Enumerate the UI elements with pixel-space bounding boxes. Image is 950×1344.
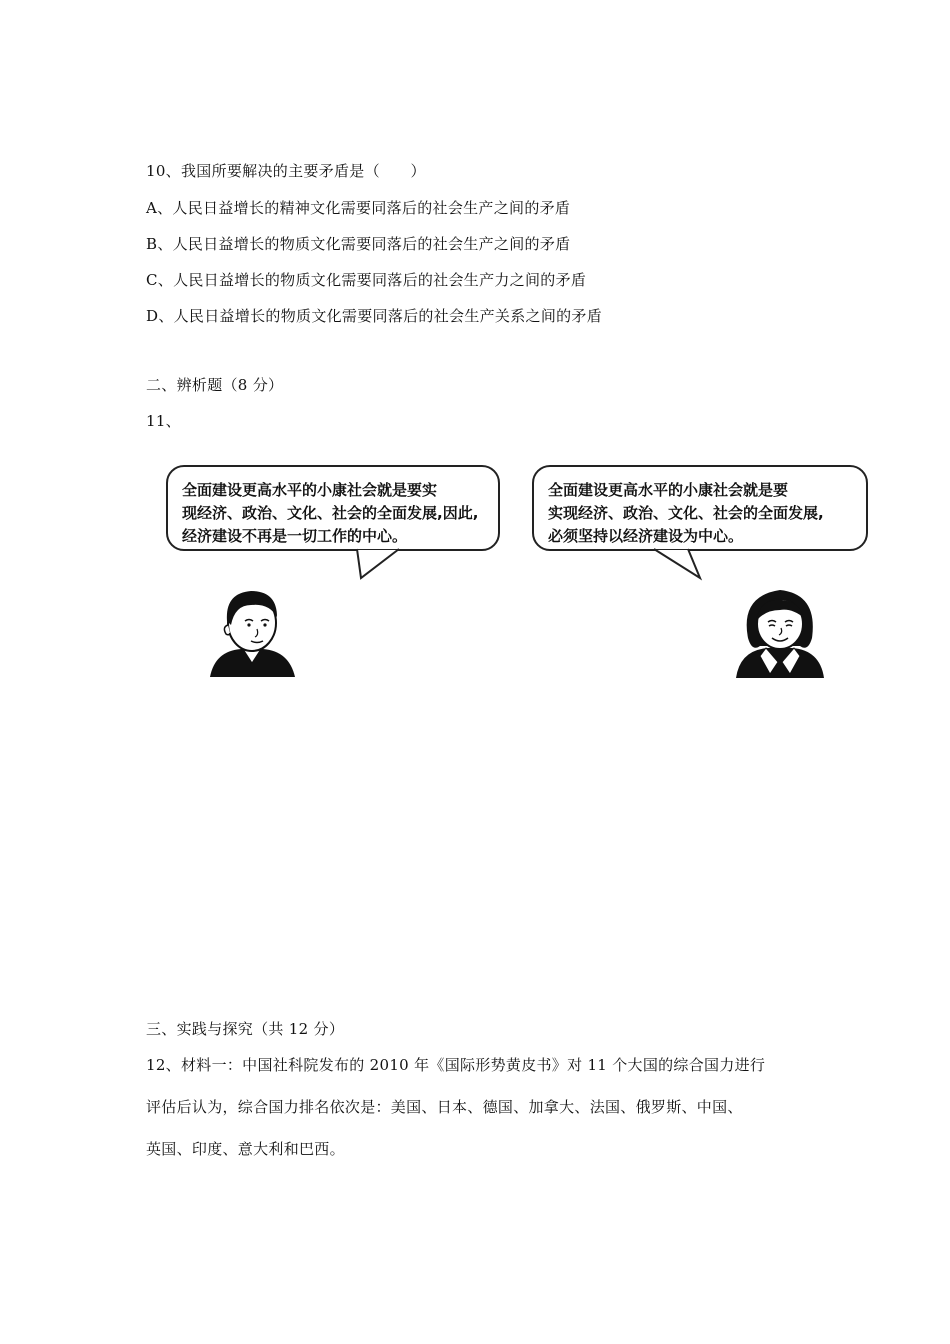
q12-line-1: 12、材料一：中国社科院发布的 2010 年《国际形势黄皮书》对 11 个大国的综合国力进行 [146, 1056, 766, 1074]
q10-option-a: A、人民日益增长的精神文化需要同落后的社会生产之间的矛盾 [146, 199, 571, 217]
left-bubble-line-2: 现经济、政治、文化、社会的全面发展,因此, [182, 504, 479, 522]
q10-option-b: B、人民日益增长的物质文化需要同落后的社会生产之间的矛盾 [146, 235, 571, 253]
q10-option-d: D、人民日益增长的物质文化需要同落后的社会生产关系之间的矛盾 [146, 307, 603, 325]
boy-illustration [205, 585, 300, 680]
right-bubble-line-3: 必须坚持以经济建设为中心。 [548, 527, 744, 545]
right-bubble-tail [640, 548, 710, 582]
right-bubble-line-2: 实现经济、政治、文化、社会的全面发展, [548, 504, 824, 522]
woman-illustration [730, 582, 830, 682]
left-bubble-line-1: 全面建设更高水平的小康社会就是要实 [182, 481, 438, 499]
left-bubble-line-3: 经济建设不再是一切工作的中心。 [182, 527, 408, 545]
section2-heading: 二、辨析题（8 分） [146, 376, 284, 394]
q12-line-3: 英国、印度、意大利和巴西。 [146, 1140, 345, 1158]
q12-line-2: 评估后认为，综合国力排名依次是：美国、日本、德国、加拿大、法国、俄罗斯、中国、 [146, 1098, 743, 1116]
q10-question: 10、我国所要解决的主要矛盾是（ ） [146, 162, 426, 180]
left-bubble-tail [355, 548, 415, 582]
section3-heading: 三、实践与探究（共 12 分） [146, 1020, 345, 1038]
right-speech-bubble [532, 465, 868, 551]
right-bubble-line-1: 全面建设更高水平的小康社会就是要 [548, 481, 789, 499]
q11-number: 11、 [146, 412, 181, 430]
q10-option-c: C、人民日益增长的物质文化需要同落后的社会生产力之间的矛盾 [146, 271, 587, 289]
left-speech-bubble [166, 465, 500, 551]
